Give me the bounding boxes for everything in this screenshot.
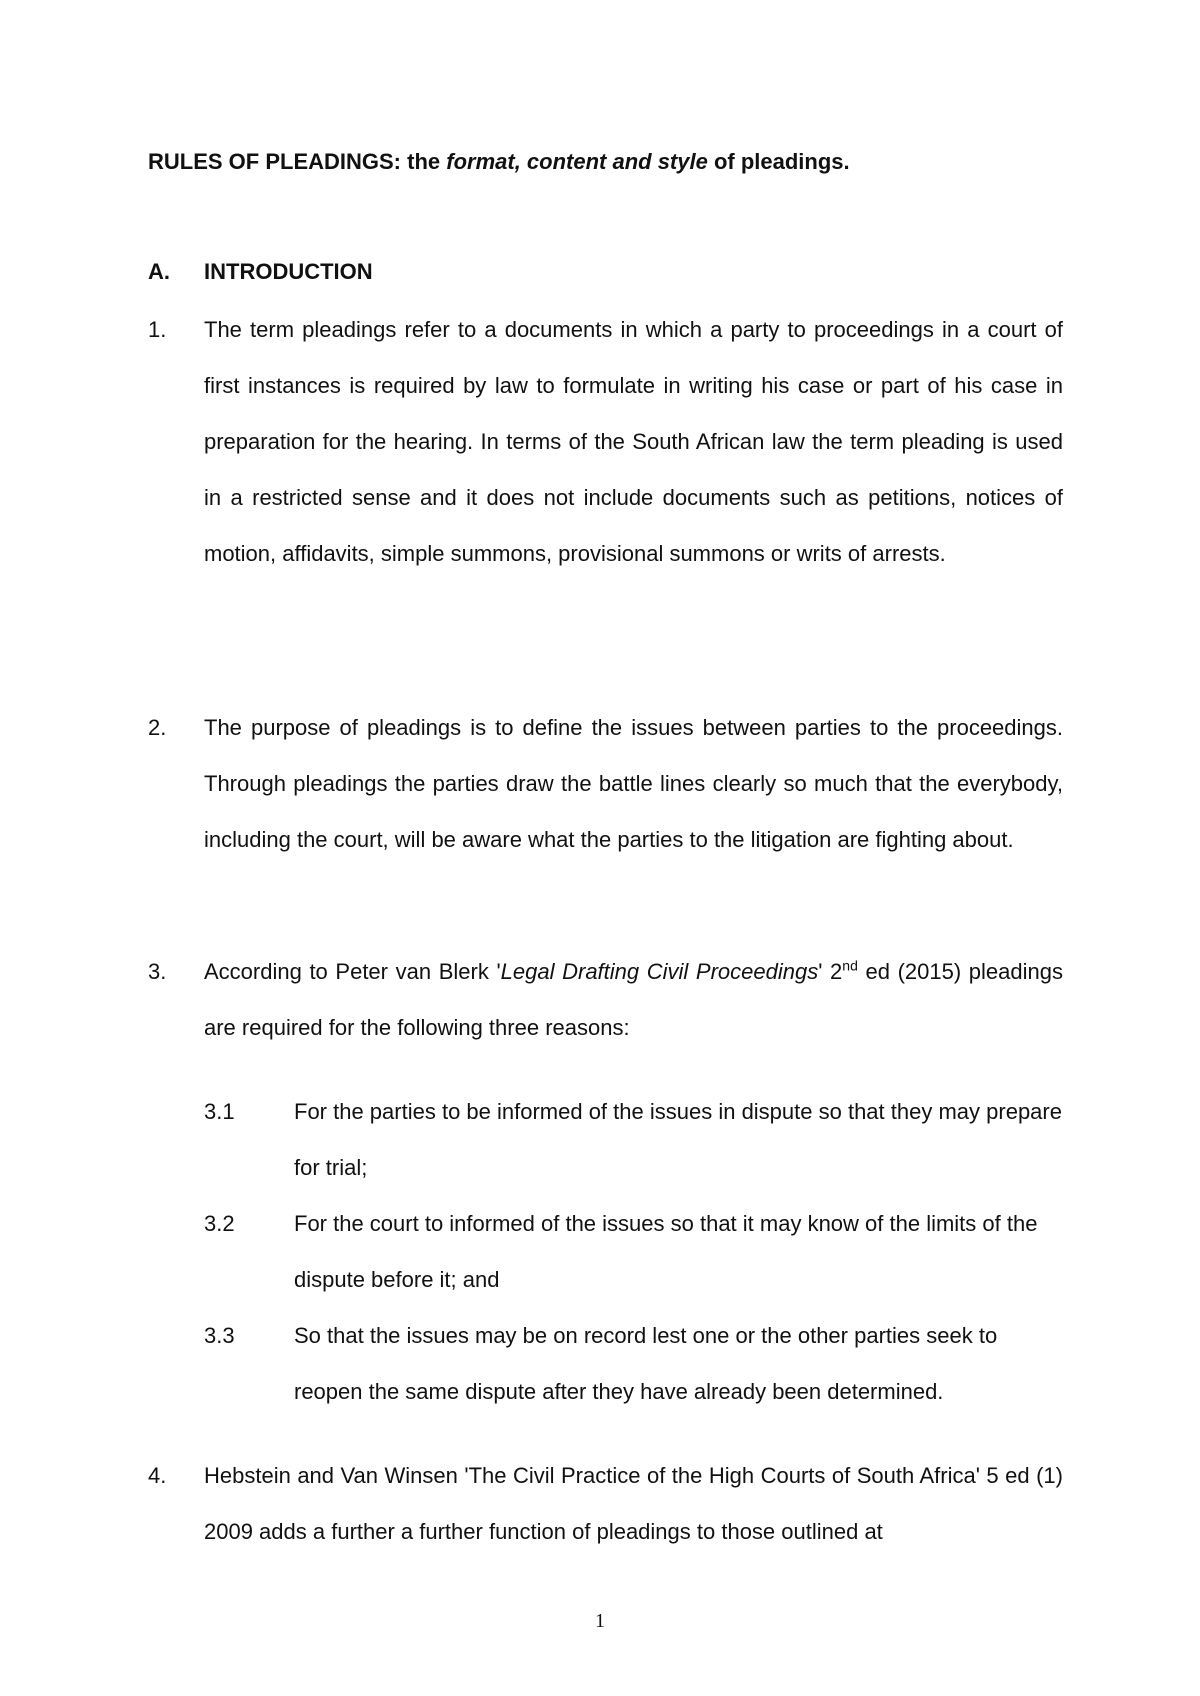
paragraph-number: 3. — [148, 959, 167, 984]
book-title: Legal Drafting Civil Proceedings — [500, 959, 819, 984]
text-before: According to Peter van Blerk ' — [204, 959, 501, 984]
document-title — [148, 148, 1068, 176]
subitem-number: 3.3 — [204, 1323, 235, 1348]
text-after: ed (2015) pleadings are required for the following three reasons: — [204, 959, 1063, 1040]
page-number: 1 — [595, 1610, 605, 1632]
paragraph-text: Hebstein and Van Winsen 'The Civil Practice of the High Courts of South Africa' 5 ed (1) 2009 adds a further a further function of pleadings to those outlined at — [204, 1463, 1063, 1544]
subitem-3-1 — [204, 1084, 1063, 1196]
paragraph-3 — [148, 944, 1063, 1056]
section-heading — [148, 258, 373, 286]
subitem-text: For the court to informed of the issues so that it may know of the limits of the dispute before it; and — [294, 1211, 1038, 1292]
text-after-italic: ' 2 — [818, 959, 843, 984]
section-title: INTRODUCTION — [204, 259, 373, 284]
title-suffix: of pleadings. — [707, 149, 850, 174]
paragraph-2 — [148, 700, 1063, 868]
section-number: A. — [148, 259, 170, 284]
paragraph-number: 4. — [148, 1463, 167, 1488]
paragraph-text — [204, 944, 1063, 1056]
paragraph-number: 1. — [148, 317, 167, 342]
subitem-3-3 — [204, 1308, 1063, 1420]
paragraph-text: The term pleadings refer to a documents in which a party to proceedings in a court of first instances is required by law to formulate in writing his case or part of his case in preparation for the hearing. In terms of the South African law the term pleading is used in a restricted sense and it does not include documents such as petitions, notices of motion, affidavits, simple summons, provisional summons or writs of arrests. — [204, 317, 1063, 566]
paragraph-text: The purpose of pleadings is to define the issues between parties to the proceedings. Through pleadings the parties draw the battle lines clearly so much that the everybody, including the court, will be aware what the parties to the litigation are fighting about. — [204, 715, 1063, 852]
paragraph-number: 2. — [148, 715, 167, 740]
subitem-number: 3.1 — [204, 1099, 235, 1124]
subitem-number: 3.2 — [204, 1211, 235, 1236]
ordinal-suffix: nd — [842, 957, 858, 974]
paragraph-4 — [148, 1448, 1063, 1560]
paragraph-1 — [148, 302, 1063, 582]
title-italic: format, content and style — [446, 149, 708, 174]
subitem-text: For the parties to be informed of the issues in dispute so that they may prepare for trial; — [294, 1099, 1062, 1180]
subitem-3-2 — [204, 1196, 1063, 1308]
subitem-text: So that the issues may be on record lest one or the other parties seek to reopen the same dispute after they have already been determined. — [294, 1323, 998, 1404]
title-prefix: RULES OF PLEADINGS: the — [148, 149, 447, 174]
